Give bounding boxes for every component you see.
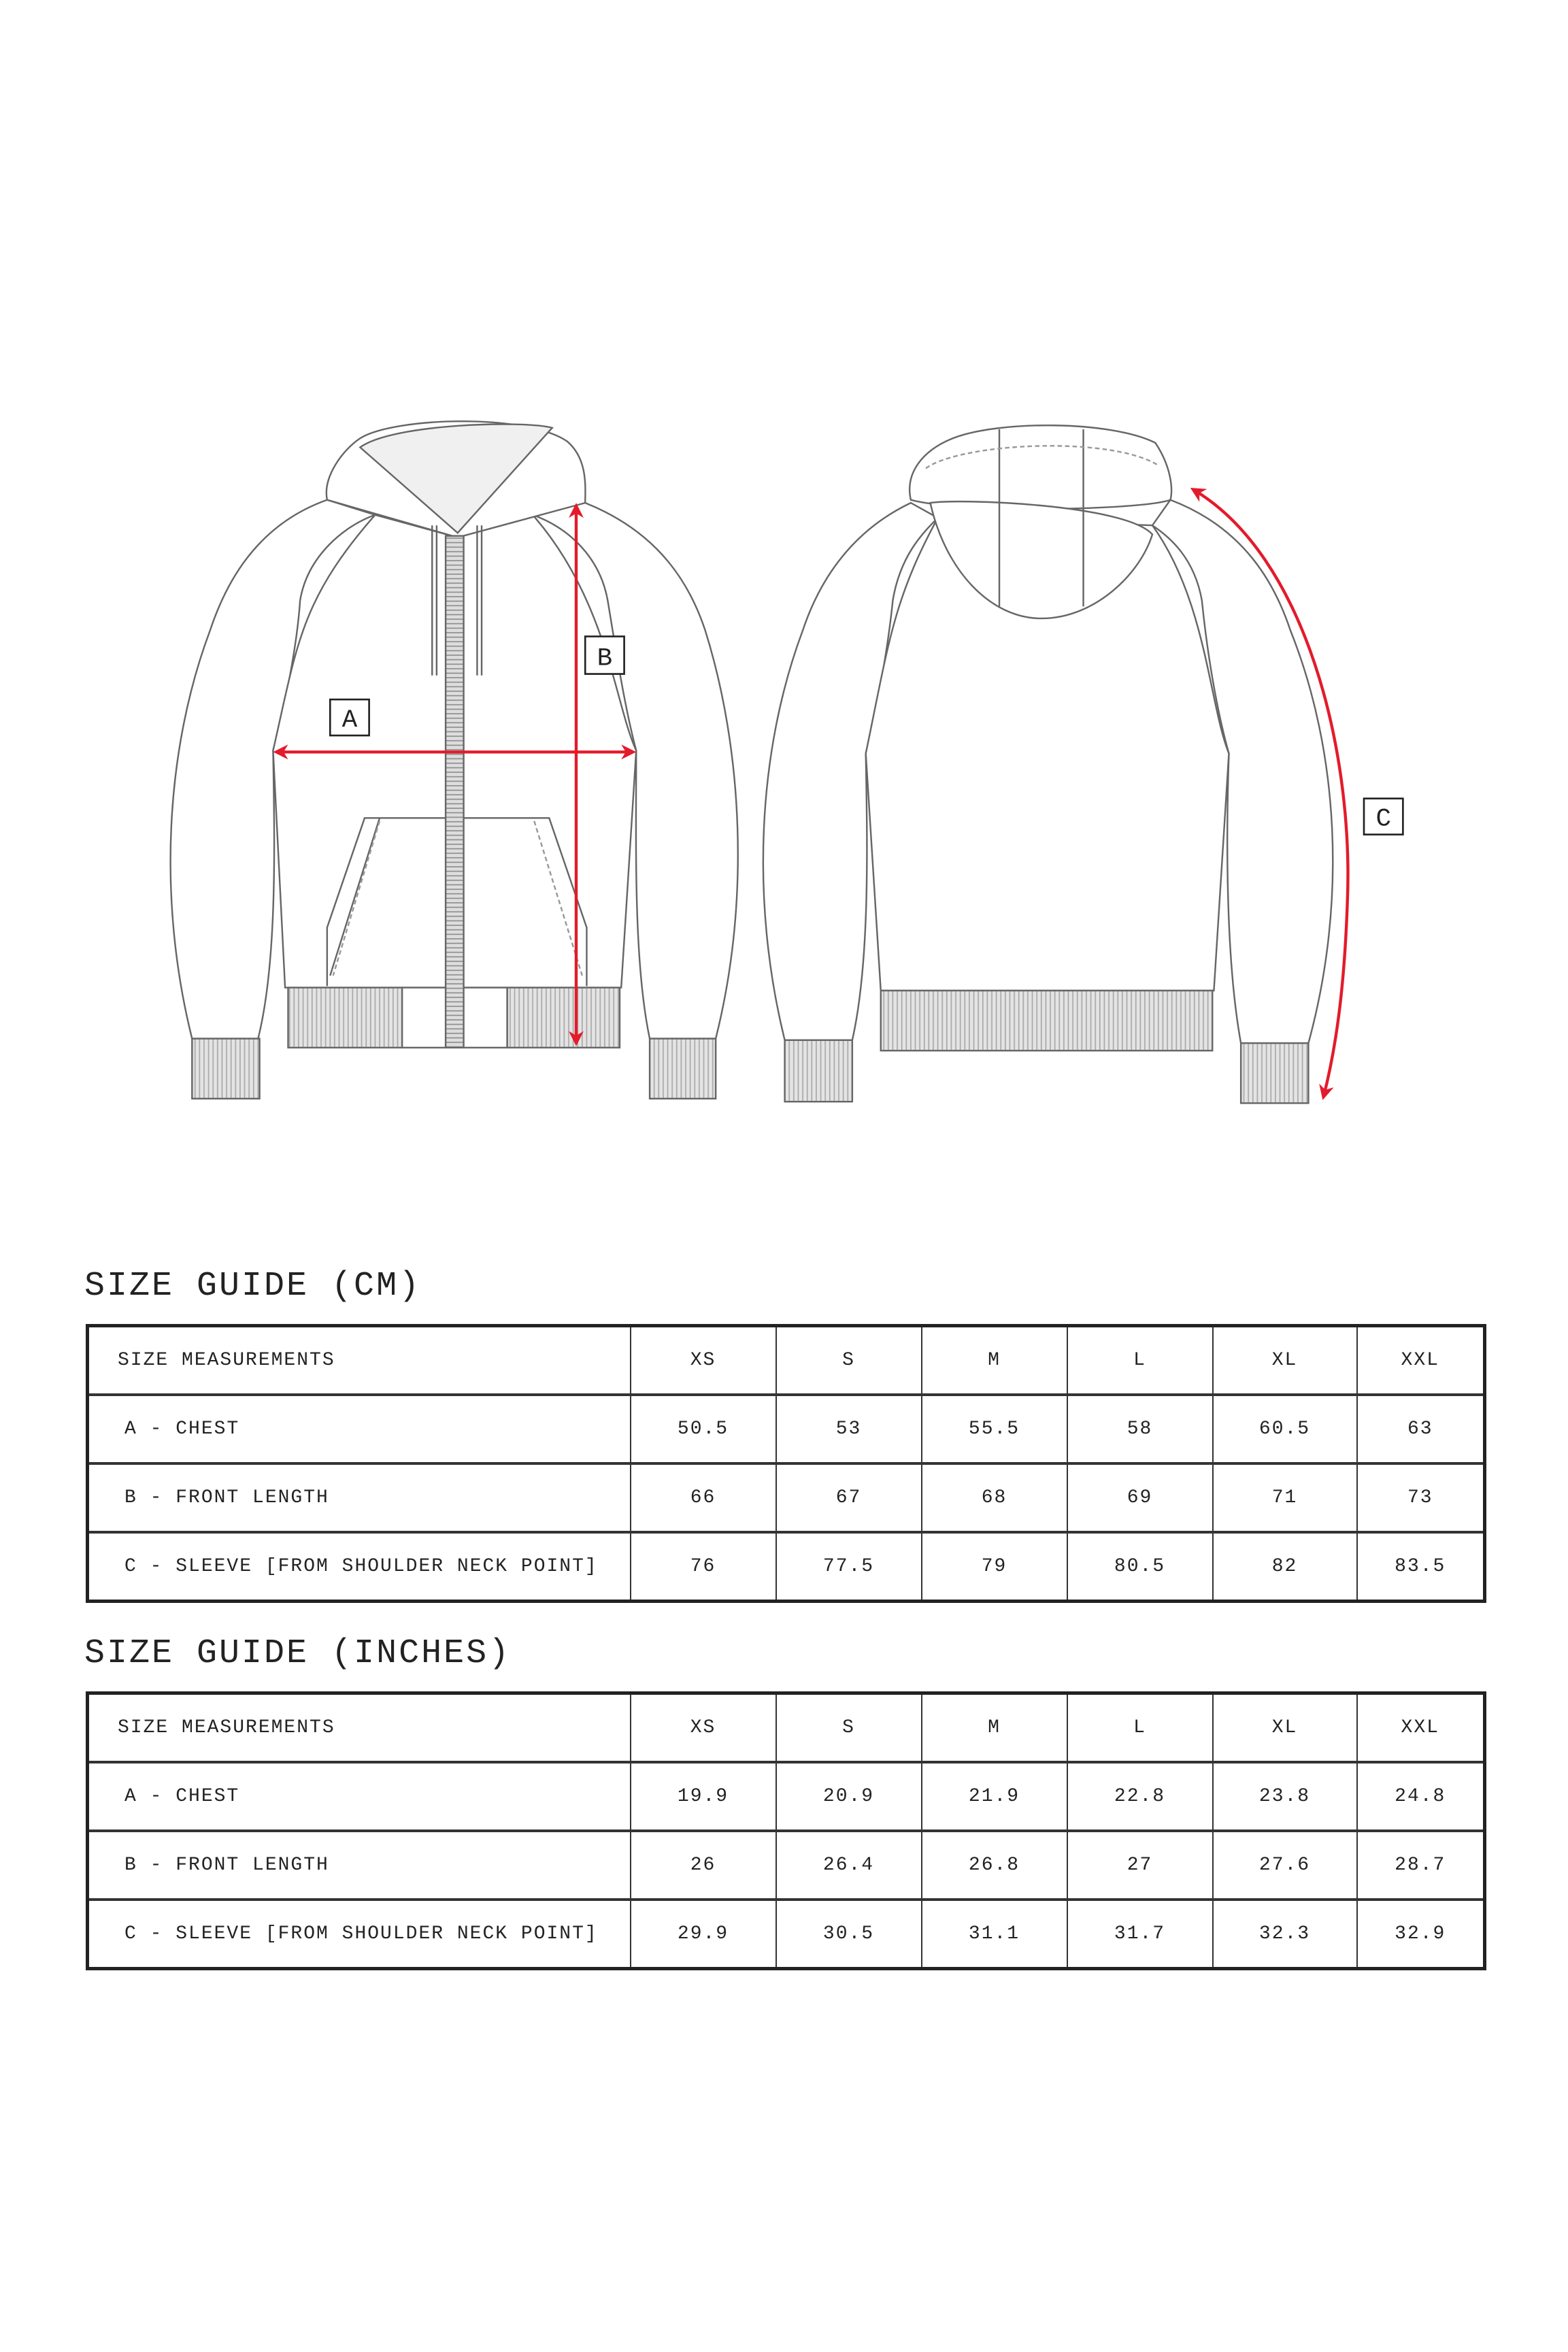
waistband-left bbox=[288, 988, 403, 1048]
back-hood-top bbox=[910, 425, 1171, 509]
zipper bbox=[446, 536, 463, 1048]
header-cell: L bbox=[1067, 1326, 1213, 1395]
cell: 71 bbox=[1213, 1463, 1357, 1532]
header-cell: XS bbox=[631, 1693, 776, 1763]
row-label: A - CHEST bbox=[88, 1395, 631, 1463]
size-guide-inches-title: SIZE GUIDE (INCHES) bbox=[84, 1634, 512, 1673]
cell: 63 bbox=[1357, 1395, 1485, 1463]
size-guide-cm-table bbox=[86, 1324, 1486, 1603]
cell: 21.9 bbox=[922, 1762, 1067, 1831]
hoodie-back bbox=[763, 425, 1333, 1103]
cell: 22.8 bbox=[1067, 1762, 1213, 1831]
back-left-cuff bbox=[785, 1040, 852, 1102]
header-cell: L bbox=[1067, 1693, 1213, 1763]
cell: 27.6 bbox=[1213, 1831, 1357, 1900]
size-guide-inches-table bbox=[86, 1691, 1486, 1970]
header-cell: XL bbox=[1213, 1693, 1357, 1763]
size-guide-cm-title: SIZE GUIDE (CM) bbox=[84, 1267, 422, 1306]
cell: 53 bbox=[776, 1395, 922, 1463]
cell: 31.7 bbox=[1067, 1900, 1213, 1969]
cell: 66 bbox=[631, 1463, 776, 1532]
row-label: B - FRONT LENGTH bbox=[88, 1463, 631, 1532]
cell: 26 bbox=[631, 1831, 776, 1900]
cell: 30.5 bbox=[776, 1900, 922, 1969]
header-cell: XXL bbox=[1357, 1326, 1485, 1395]
table-header-row bbox=[88, 1326, 1485, 1395]
cell: 69 bbox=[1067, 1463, 1213, 1532]
cell: 50.5 bbox=[631, 1395, 776, 1463]
header-cell: M bbox=[922, 1326, 1067, 1395]
row-label: C - SLEEVE [FROM SHOULDER NECK POINT] bbox=[88, 1532, 631, 1602]
table-row bbox=[88, 1463, 1485, 1532]
cell: 80.5 bbox=[1067, 1532, 1213, 1602]
cell: 58 bbox=[1067, 1395, 1213, 1463]
cell: 77.5 bbox=[776, 1532, 922, 1602]
cell: 19.9 bbox=[631, 1762, 776, 1831]
table-row bbox=[88, 1395, 1485, 1463]
label-b: B bbox=[597, 644, 613, 674]
right-cuff bbox=[650, 1039, 716, 1099]
cell: 24.8 bbox=[1357, 1762, 1485, 1831]
left-cuff bbox=[192, 1039, 259, 1099]
row-label: B - FRONT LENGTH bbox=[88, 1831, 631, 1900]
header-cell: S bbox=[776, 1693, 922, 1763]
back-waistband bbox=[881, 991, 1212, 1050]
cell: 76 bbox=[631, 1532, 776, 1602]
cell: 32.3 bbox=[1213, 1900, 1357, 1969]
label-a: A bbox=[341, 706, 358, 735]
cell: 73 bbox=[1357, 1463, 1485, 1532]
table-header-row bbox=[88, 1693, 1485, 1763]
header-cell: XXL bbox=[1357, 1693, 1485, 1763]
cell: 26.8 bbox=[922, 1831, 1067, 1900]
cell: 82 bbox=[1213, 1532, 1357, 1602]
cell: 28.7 bbox=[1357, 1831, 1485, 1900]
cell: 68 bbox=[922, 1463, 1067, 1532]
header-cell: M bbox=[922, 1693, 1067, 1763]
cell: 29.9 bbox=[631, 1900, 776, 1969]
cell: 26.4 bbox=[776, 1831, 922, 1900]
cell: 60.5 bbox=[1213, 1395, 1357, 1463]
header-cell: S bbox=[776, 1326, 922, 1395]
back-right-cuff bbox=[1241, 1043, 1308, 1103]
cell: 83.5 bbox=[1357, 1532, 1485, 1602]
header-cell: XS bbox=[631, 1326, 776, 1395]
header-cell: SIZE MEASUREMENTS bbox=[88, 1693, 631, 1763]
header-cell: SIZE MEASUREMENTS bbox=[88, 1326, 631, 1395]
row-label: C - SLEEVE [FROM SHOULDER NECK POINT] bbox=[88, 1900, 631, 1969]
hoodie-front bbox=[171, 421, 738, 1099]
cell: 79 bbox=[922, 1532, 1067, 1602]
row-label: A - CHEST bbox=[88, 1762, 631, 1831]
cell: 55.5 bbox=[922, 1395, 1067, 1463]
table-row bbox=[88, 1831, 1485, 1900]
waistband-right bbox=[507, 988, 620, 1048]
cell: 32.9 bbox=[1357, 1900, 1485, 1969]
cell: 31.1 bbox=[922, 1900, 1067, 1969]
label-c: C bbox=[1375, 805, 1391, 834]
cell: 27 bbox=[1067, 1831, 1213, 1900]
cell: 23.8 bbox=[1213, 1762, 1357, 1831]
table-row bbox=[88, 1900, 1485, 1969]
cell: 67 bbox=[776, 1463, 922, 1532]
cell: 20.9 bbox=[776, 1762, 922, 1831]
table-row bbox=[88, 1762, 1485, 1831]
header-cell: XL bbox=[1213, 1326, 1357, 1395]
table-row bbox=[88, 1532, 1485, 1602]
